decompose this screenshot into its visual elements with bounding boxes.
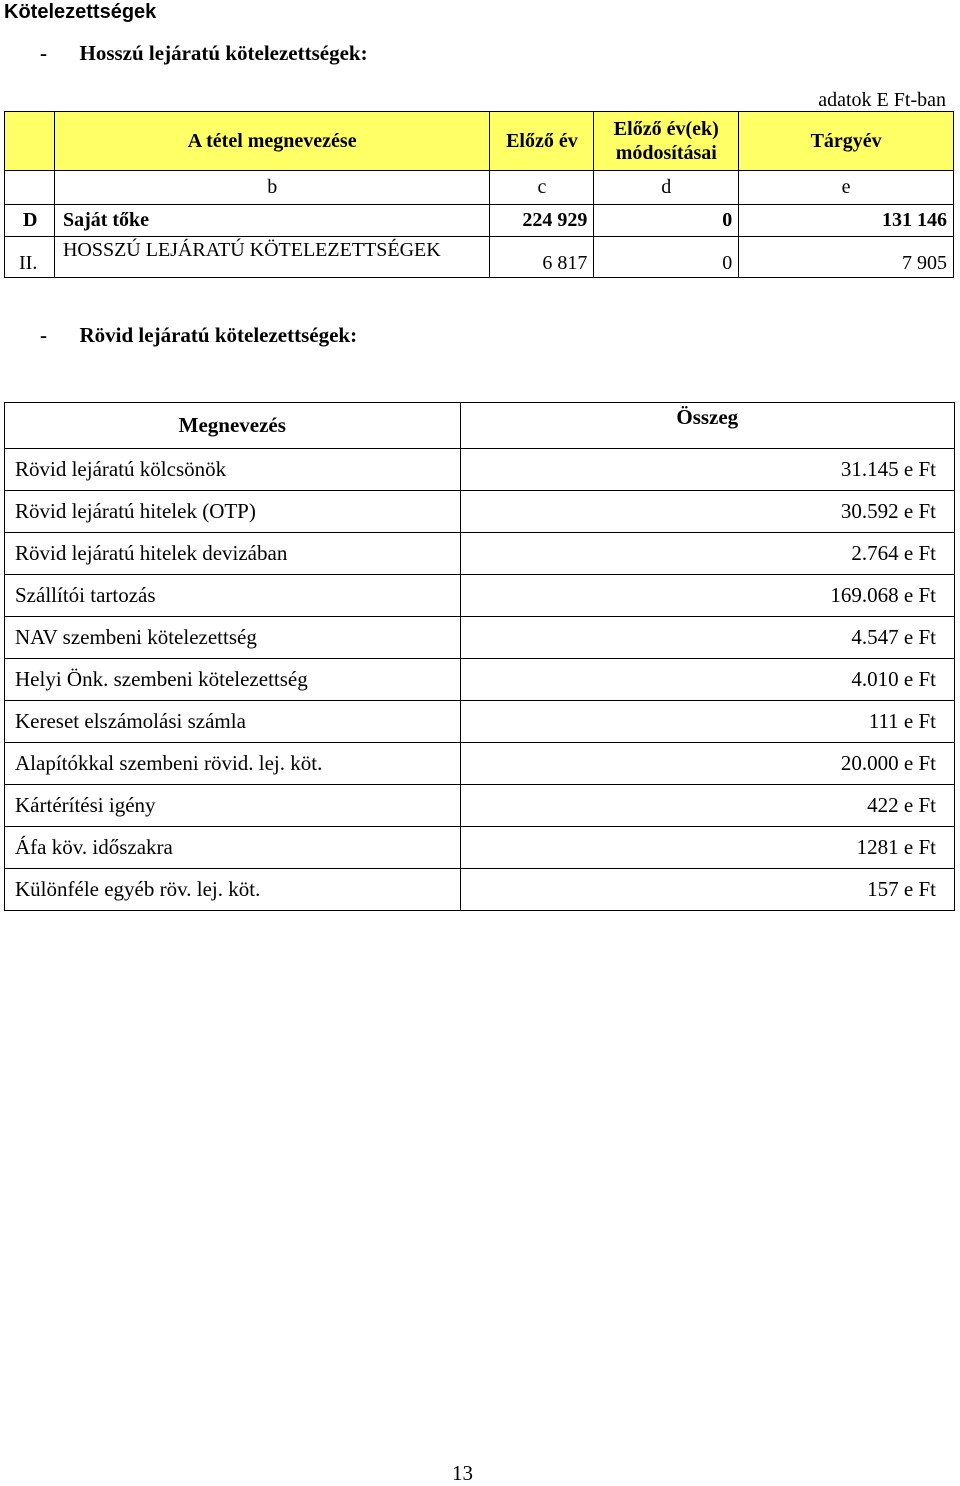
row-label: NAV szembeni kötelezettség (5, 617, 461, 659)
row-current-year: 131 146 (739, 205, 954, 237)
short-term-table (4, 402, 955, 911)
row-current-year: 7 905 (739, 237, 954, 278)
table-row (5, 617, 955, 659)
letter-d: d (594, 171, 739, 205)
row-code: II. (5, 237, 55, 278)
row-prev-year: 224 929 (490, 205, 594, 237)
row-modification: 0 (594, 205, 739, 237)
row-label: Szállítói tartozás (5, 575, 461, 617)
header-amount: Összeg (460, 403, 954, 449)
row-label: Rövid lejáratú kölcsönök (5, 449, 461, 491)
row-label: Kártérítési igény (5, 785, 461, 827)
table-row (5, 491, 955, 533)
row-amount: 157 e Ft (460, 869, 954, 911)
header-item-name: A tétel megnevezése (54, 112, 490, 171)
row-label: Különféle egyéb röv. lej. köt. (5, 869, 461, 911)
row-amount: 422 e Ft (460, 785, 954, 827)
header-current-year: Tárgyév (739, 112, 954, 171)
row-amount: 20.000 e Ft (460, 743, 954, 785)
long-term-header-row (5, 112, 954, 171)
header-code (5, 112, 55, 171)
long-term-letter-row (5, 171, 954, 205)
table-row (5, 659, 955, 701)
row-amount: 31.145 e Ft (460, 449, 954, 491)
header-name: Megnevezés (5, 403, 461, 449)
row-label: Kereset elszámolási számla (5, 701, 461, 743)
row-label: Rövid lejáratú hitelek (OTP) (5, 491, 461, 533)
row-name: Saját tőke (54, 205, 490, 237)
row-label: Helyi Önk. szembeni kötelezettség (5, 659, 461, 701)
long-term-table (4, 111, 954, 278)
row-amount: 169.068 e Ft (460, 575, 954, 617)
row-amount: 30.592 e Ft (460, 491, 954, 533)
short-term-header-row (5, 403, 955, 449)
row-modification: 0 (594, 237, 739, 278)
row-name: HOSSZÚ LEJÁRATÚ KÖTELEZETTSÉGEK (54, 237, 490, 278)
row-label: Alapítókkal szembeni rövid. lej. köt. (5, 743, 461, 785)
short-term-title (40, 322, 357, 348)
long-term-dash: - (40, 41, 47, 65)
row-label: Áfa köv. időszakra (5, 827, 461, 869)
row-amount: 4.547 e Ft (460, 617, 954, 659)
table-row (5, 449, 955, 491)
row-amount: 111 e Ft (460, 701, 954, 743)
table-row (5, 237, 954, 278)
header-prev-modification-line1: Előző év(ek) (613, 118, 719, 140)
table-row (5, 575, 955, 617)
header-prev-modification-line2: módosításai (615, 142, 717, 164)
table-row (5, 533, 955, 575)
row-amount: 4.010 e Ft (460, 659, 954, 701)
long-term-title-text: Hosszú lejáratú kötelezettségek: (79, 41, 368, 65)
header-prev-modification (594, 112, 739, 171)
letter-e: e (739, 171, 954, 205)
row-amount: 1281 e Ft (460, 827, 954, 869)
page-number: 13 (452, 1461, 473, 1485)
table-row (5, 205, 954, 237)
table-row (5, 869, 955, 911)
letter-a (5, 171, 55, 205)
table-row (5, 743, 955, 785)
table-row (5, 701, 955, 743)
long-term-title (40, 40, 368, 66)
row-label: Rövid lejáratú hitelek devizában (5, 533, 461, 575)
table-row (5, 785, 955, 827)
row-prev-year: 6 817 (490, 237, 594, 278)
row-amount: 2.764 e Ft (460, 533, 954, 575)
table-row (5, 827, 955, 869)
letter-c: c (490, 171, 594, 205)
units-note: adatok E Ft-ban (818, 89, 946, 111)
row-code: D (5, 205, 55, 237)
header-prev-year: Előző év (490, 112, 594, 171)
letter-b: b (54, 171, 490, 205)
short-term-title-text: Rövid lejáratú kötelezettségek: (79, 323, 358, 347)
short-term-dash: - (40, 323, 47, 347)
page-heading: Kötelezettségek (4, 1, 157, 23)
